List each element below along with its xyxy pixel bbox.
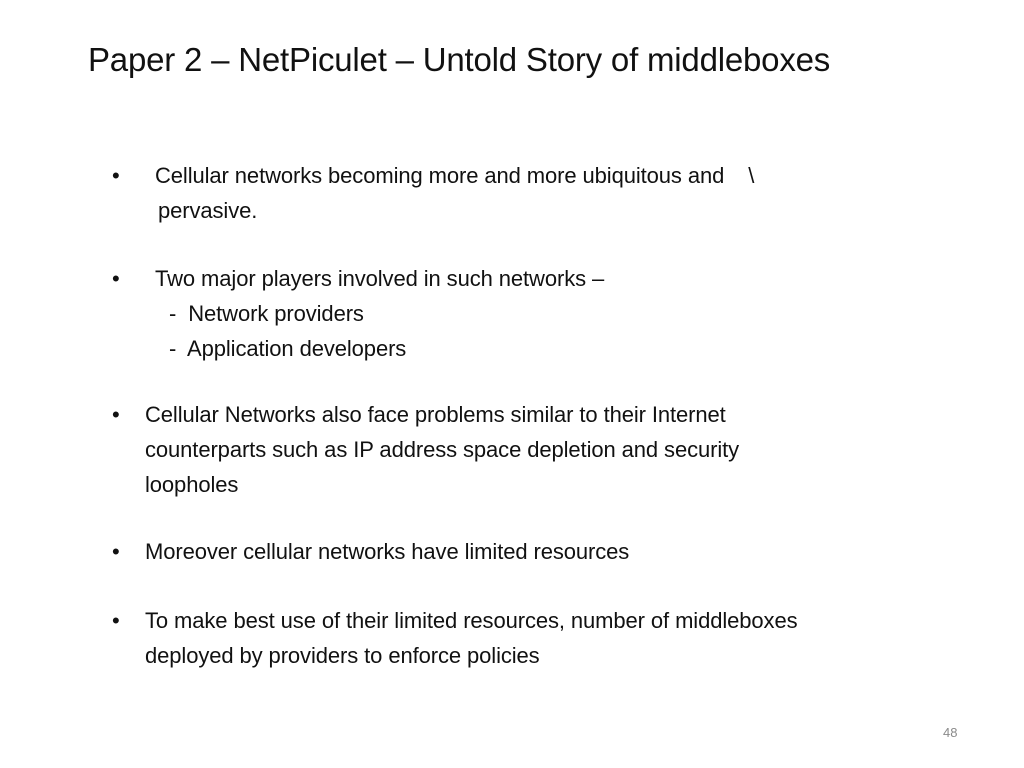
bullet-marker: • — [112, 402, 120, 427]
sub-item: - Network providers — [169, 301, 364, 326]
bullet-text: deployed by providers to enforce policies — [145, 643, 540, 668]
bullet-marker: • — [112, 608, 120, 633]
bullet-marker: • — [112, 163, 120, 188]
bullet-text: Two major players involved in such networks – — [155, 266, 605, 291]
sub-item: - Application developers — [169, 336, 407, 361]
slide-title: Paper 2 – NetPiculet – Untold Story of middleboxes — [88, 41, 831, 78]
bullet-text: pervasive. — [158, 198, 258, 223]
page-number: 48 — [943, 725, 958, 740]
bullet-marker: • — [112, 539, 120, 564]
bullet-text: To make best use of their limited resources, number of middleboxes — [145, 608, 798, 633]
bullet-text: Cellular networks becoming more and more ubiquitous and \ — [155, 163, 755, 188]
bullet-marker: • — [112, 266, 120, 291]
bullet-text: Cellular Networks also face problems similar to their Internet — [145, 402, 726, 427]
bullet-text: Moreover cellular networks have limited resources — [145, 539, 630, 564]
bullet-text: loopholes — [145, 472, 239, 497]
bullet-text: counterparts such as IP address space depletion and security — [145, 437, 740, 462]
